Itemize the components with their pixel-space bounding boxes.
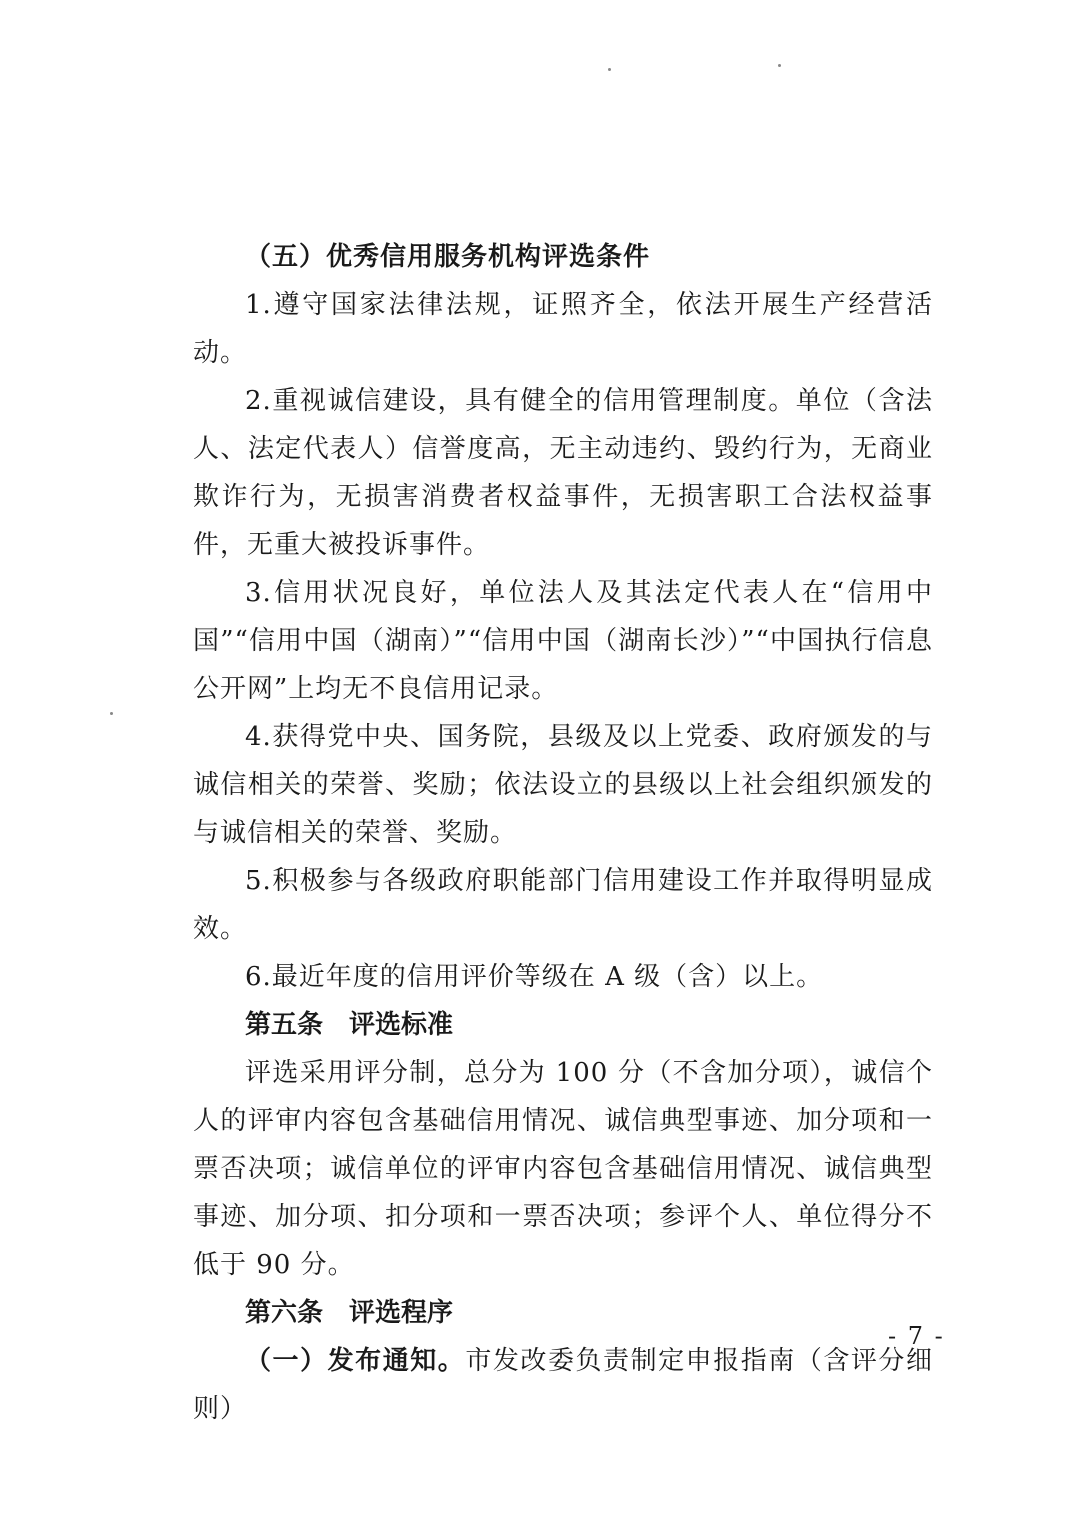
article-6-name: 评选程序 <box>349 1298 454 1328</box>
criteria-item-6: 6.最近年度的信用评价等级在 A 级（含）以上。 <box>245 962 824 992</box>
criteria-item-2: 2.重视诚信建设，具有健全的信用管理制度。单位（含法人、法定代表人）信誉度高，无主动违约、毁约行为，无商业欺诈行为，无损害消费者权益事件，无损害职工合法权益事件，无重大被投诉事件。 <box>193 386 933 560</box>
scan-speck <box>110 712 113 715</box>
article-6-body <box>193 1337 933 1433</box>
article-5-title <box>193 1001 933 1049</box>
criteria-item-3: 3.信用状况良好，单位法人及其法定代表人在“信用中国”“信用中国（湖南）”“信用中国（湖南长沙）”“中国执行信息公开网”上均无不良信用记录。 <box>193 578 933 704</box>
article-6-text: 市发改委负责制定申报指南（含评分细则） <box>193 1346 933 1424</box>
criteria-item-4: 4.获得党中央、国务院，县级及以上党委、政府颁发的与诚信相关的荣誉、奖励；依法设立的县级以上社会组织颁发的与诚信相关的荣誉、奖励。 <box>193 722 933 848</box>
document-body <box>193 233 933 1433</box>
article-5-body: 评选采用评分制，总分为 100 分（不含加分项），诚信个人的评审内容包含基础信用情况、诚信典型事迹、加分项和一票否决项；诚信单位的评审内容包含基础信用情况、诚信典型事迹、加分项、扣分项和一票否决项；参评个人、单位得分不低于 90 分。 <box>193 1058 933 1280</box>
scan-speck <box>608 68 611 71</box>
page-number: - 7 - <box>888 1322 945 1350</box>
criteria-item-5: 5.积极参与各级政府职能部门信用建设工作并取得明显成效。 <box>193 866 933 944</box>
article-5-label: 第五条 <box>245 1010 324 1040</box>
scan-speck <box>778 64 781 67</box>
article-6-label: 第六条 <box>245 1298 324 1328</box>
article-6-lead: （一）发布通知。 <box>245 1346 466 1376</box>
article-5-name: 评选标准 <box>349 1010 454 1040</box>
article-6-title <box>193 1289 933 1337</box>
criteria-item-1: 1.遵守国家法律法规，证照齐全，依法开展生产经营活动。 <box>193 290 933 368</box>
section-heading: （五）优秀信用服务机构评选条件 <box>245 242 651 272</box>
